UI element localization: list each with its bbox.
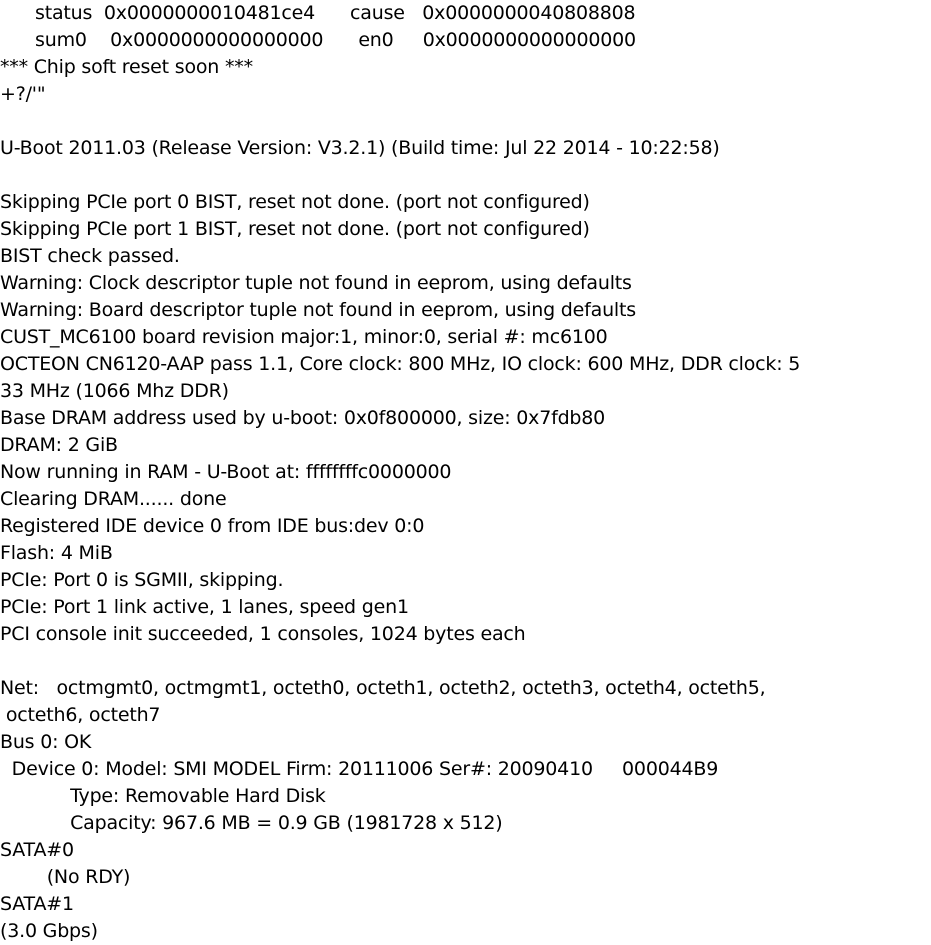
console-line-device0-type: Type: Removable Hard Disk (0, 785, 326, 807)
console-line-dram-size: DRAM: 2 GiB (0, 434, 118, 456)
console-line-board-warning: Warning: Board descriptor tuple not found in eeprom, using defaults (0, 299, 636, 321)
console-line-status: status 0x0000000010481ce4 cause 0x0000000040808808 (0, 2, 636, 24)
console-line-pcie1-bist: Skipping PCIe port 1 BIST, reset not done. (port not configured) (0, 218, 590, 240)
console-line-board-revision: CUST_MC6100 board revision major:1, minor:0, serial #: mc6100 (0, 326, 608, 348)
console-line-blank (0, 162, 931, 189)
console-line-garbage: +?/'" (0, 83, 46, 105)
console-line-pcie1-link: PCIe: Port 1 link active, 1 lanes, speed gen1 (0, 596, 409, 618)
console-line-dram-base: Base DRAM address used by u-boot: 0x0f800000, size: 0x7fdb80 (0, 407, 606, 429)
console-line-net: Net: octmgmt0, octmgmt1, octeth0, octeth1, octeth2, octeth3, octeth4, octeth5, (0, 677, 766, 699)
console-line-sum0: sum0 0x0000000000000000 en0 0x0000000000000000 (0, 29, 636, 51)
console-line-pci-console: PCI console init succeeded, 1 consoles, 1024 bytes each (0, 623, 526, 645)
console-line-blank (0, 108, 931, 135)
console-line-sata0: SATA#0 (0, 839, 74, 861)
console-line-clearing-dram: Clearing DRAM...... done (0, 488, 227, 510)
console-line-bus0: Bus 0: OK (0, 731, 92, 753)
console-line-running-in-ram: Now running in RAM - U-Boot at: ffffffffc0000000 (0, 461, 452, 483)
console-line-sata1: SATA#1 (0, 893, 74, 915)
console-line-ide-registered: Registered IDE device 0 from IDE bus:dev 0:0 (0, 515, 425, 537)
console-line-ddr-clock: 33 MHz (1066 Mhz DDR) (0, 380, 229, 402)
console-line-pcie0-bist: Skipping PCIe port 0 BIST, reset not done. (port not configured) (0, 191, 590, 213)
console-line-uboot-version: U-Boot 2011.03 (Release Version: V3.2.1) (Build time: Jul 22 2014 - 10:22:58) (0, 137, 720, 159)
console-line-sata0-status: (No RDY) (0, 866, 131, 888)
console-line-flash: Flash: 4 MiB (0, 542, 113, 564)
console-line-device0-capacity: Capacity: 967.6 MB = 0.9 GB (1981728 x 512) (0, 812, 503, 834)
console-line-net-cont: octeth6, octeth7 (0, 704, 161, 726)
console-line-reset-notice: *** Chip soft reset soon *** (0, 56, 253, 78)
console-line-blank (0, 648, 931, 675)
console-line-device0-model: Device 0: Model: SMI MODEL Firm: 20111006 Ser#: 20090410 000044B9 (0, 758, 719, 780)
console-line-bist-passed: BIST check passed. (0, 245, 180, 267)
console-line-clock-warning: Warning: Clock descriptor tuple not found in eeprom, using defaults (0, 272, 632, 294)
console-line-sata1-speed: (3.0 Gbps) (0, 920, 98, 942)
console-line-octeon-clocks: OCTEON CN6120-AAP pass 1.1, Core clock: 800 MHz, IO clock: 600 MHz, DDR clock: 5 (0, 353, 801, 375)
console-line-pcie0-sgmii: PCIe: Port 0 is SGMII, skipping. (0, 569, 284, 591)
